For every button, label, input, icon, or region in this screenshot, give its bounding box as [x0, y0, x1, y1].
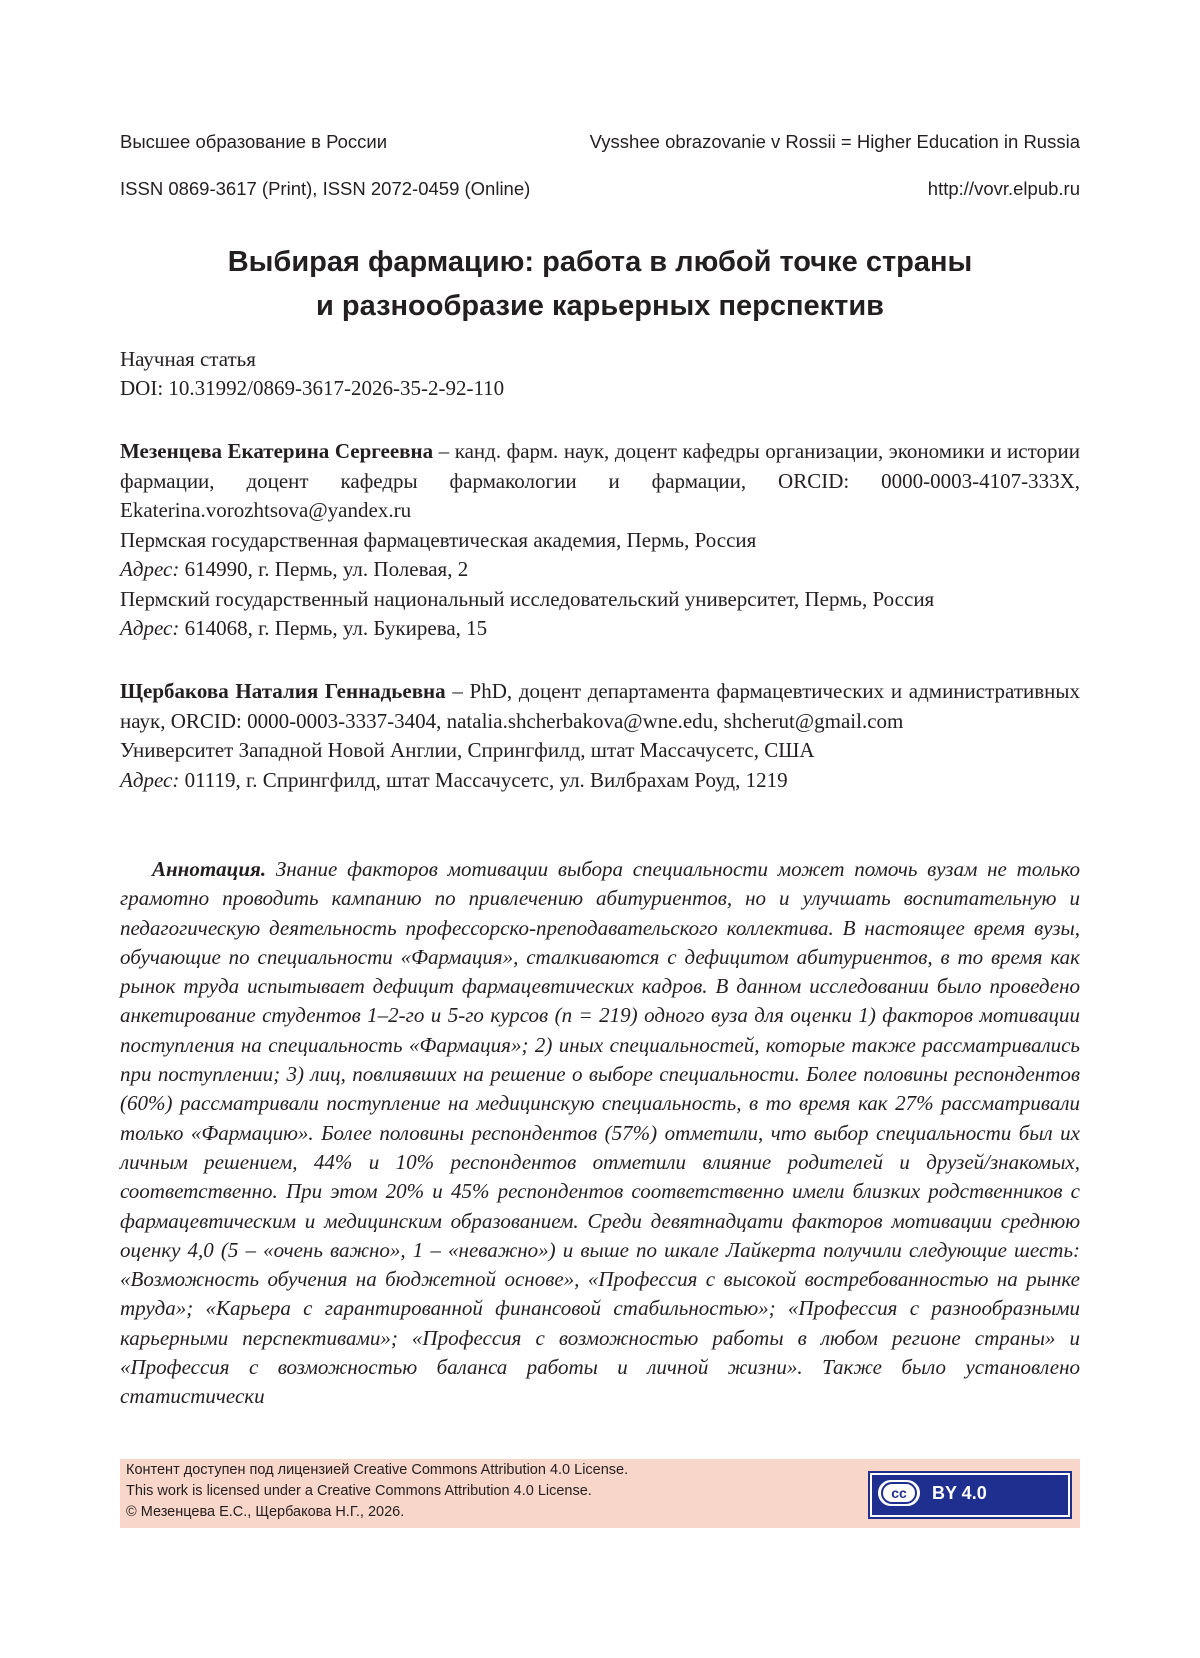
author-bio [120, 677, 1080, 736]
author-address [120, 614, 1080, 644]
abstract-text: Знание факторов мотивации выбора специальности может помочь вузам не только грамотно проводить кампанию по привлечению абитуриентов, но и улучшать воспитательную и педагогическую деятельность профессорско-преподавательского коллектива. В настоящее время вузы, обучающие по специальности «Фармация», сталкиваются с дефицитом абитуриентов, в то время как рынок труда испытывает дефицит фармацевтических кадров. В данном исследовании было проведено анкетирование студентов 1–2-го и 5-го курсов (n = 219) одного вуза для оценки 1) факторов мотивации поступления на специальность «Фармация»; 2) иных специальностей, которые также рассматривались при поступлении; 3) лиц, повлиявших на решение о выборе специальности. Более половины респондентов (60%) рассматривали поступление на медицинскую специальность, в то время как 27% рассматривали только «Фармацию». Более половины респондентов (57%) отметили, что выбор специальности был их личным решением, 44% и 10% респондентов отметили влияние родителей и друзей/знакомых, соответственно. При этом 20% и 45% респондентов соответственно имели близких родственников с фармацевтическим и медицинским образованием. Среди девятнадцати факторов мотивации среднюю оценку 4,0 (5 – «очень важно», 1 – «неважно») и выше по шкале Лайкерта получили следующие шесть: «Возможность обучения на бюджетной основе», «Профессия с высокой востребованностью на рынке труда»; «Карьера с гарантированной финансовой стабильностью»; «Профессия с разнообразными карьерными перспективами»; «Профессия с возможностью работы в любом регионе страны» и «Профессия с возможностью баланса работы и личной жизни». Также было установлено статистически [120, 857, 1080, 1409]
author-affiliation: Пермский государственный национальный исследовательский университет, Пермь, Россия [120, 586, 935, 611]
address-label: Адрес: [120, 767, 180, 792]
abstract-label: Аннотация. [152, 857, 267, 881]
address-label: Адрес: [120, 616, 180, 640]
article-meta [120, 345, 1080, 403]
title-line-1: Выбирая фармацию: работа в любой точке страны [227, 246, 973, 278]
author-details: – канд. фарм. наук, доцент кафедры организации, экономики и истории фармации, доцент кафедры фармакологии и фармации, ORCID: 0000-0003-4107-333X, Ekaterina.vorozhtsova@yandex.ru [120, 439, 1080, 522]
title-line-2: и разнообразие карьерных перспектив [316, 290, 884, 322]
author-block-2 [120, 677, 1080, 795]
license-line-en: This work is licensed under a Creative Commons Attribution 4.0 License. [126, 1483, 592, 1499]
issn: ISSN 0869-3617 (Print), ISSN 2072-0459 (Online) [120, 178, 531, 199]
author-bio [120, 437, 1080, 526]
address-label: Адрес: [120, 557, 180, 581]
journal-name-en: Vysshee obrazovanie v Rossii = Higher Education in Russia [589, 131, 1080, 152]
author-details: – PhD, доцент департамента фармацевтических и административных наук, ORCID: 0000-0003-3337-3404, natalia.shcherbakova@wne.edu, shcherut@gmail.com [120, 679, 1080, 733]
article-title [120, 240, 1080, 328]
author-name: Мезенцева Екатерина Сергеевна [120, 439, 434, 463]
article-doi[interactable]: DOI: 10.31992/0869-3617-2026-35-2-92-110 [120, 376, 505, 400]
address-value: 01119, г. Спрингфилд, штат Массачусетс, ул. Вилбрахам Роуд, 1219 [179, 767, 788, 792]
copyright-line: © Мезенцева Е.С., Щербакова Н.Г., 2026. [126, 1504, 405, 1520]
author-block-1 [120, 437, 1080, 644]
author-address [120, 766, 1080, 796]
address-value: 614068, г. Пермь, ул. Букирева, 15 [179, 616, 488, 640]
journal-url[interactable]: http://vovr.elpub.ru [927, 178, 1080, 199]
cc-license-version: BY 4.0 [932, 1483, 987, 1503]
license-box [120, 1459, 1080, 1528]
author-affiliation: Университет Западной Новой Англии, Спрингфилд, штат Массачусетс, США [120, 738, 815, 762]
address-value: 614990, г. Пермь, ул. Полевая, 2 [179, 557, 469, 581]
creative-commons-icon [876, 1478, 922, 1508]
author-affiliation: Пермская государственная фармацевтическая академия, Пермь, Россия [120, 527, 757, 552]
article-type: Научная статья [120, 347, 256, 371]
author-name: Щербакова Наталия Геннадьевна [120, 679, 446, 703]
author-address [120, 555, 1080, 585]
abstract [120, 855, 1080, 1412]
cc-logo-text: cc [881, 1482, 917, 1504]
article-page [120, 0, 1080, 1658]
cc-by-badge[interactable] [870, 1473, 1070, 1517]
journal-name-ru: Высшее образование в России [120, 131, 388, 152]
license-line-ru: Контент доступен под лицензией Creative Commons Attribution 4.0 License. [126, 1462, 629, 1478]
